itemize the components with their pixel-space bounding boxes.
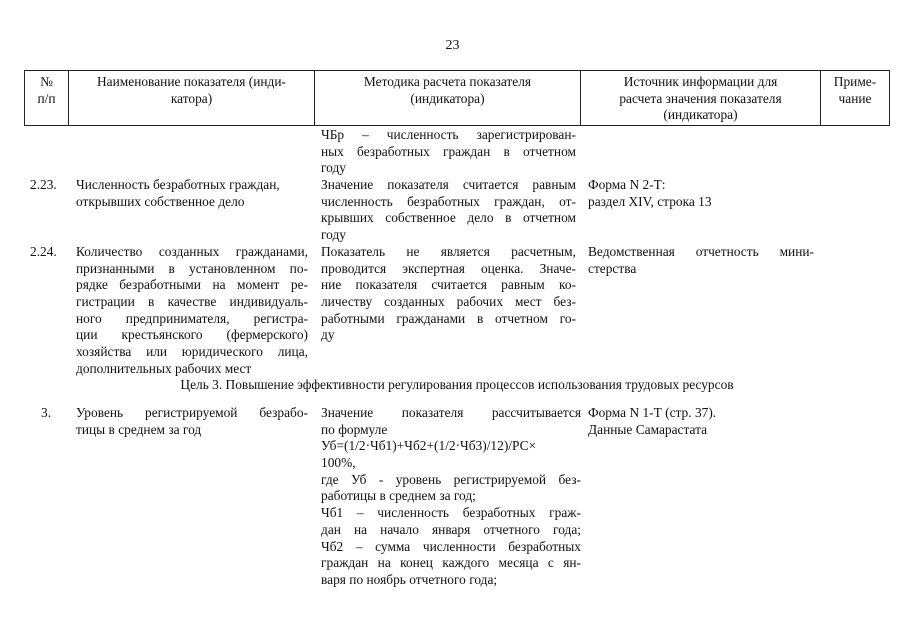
header-divider-4 (820, 70, 821, 126)
header-col-name: Наименование показателя (инди- катора) (97, 74, 286, 106)
row-prev-method: ЧБр – численность зарегистрирован- ных безработных граждан в отчетном году (321, 127, 576, 176)
info-source: Ведомственная отчетность мини- стерства (588, 244, 814, 276)
row-number: 3. (41, 405, 52, 420)
header-divider-1 (68, 70, 69, 126)
calculation-method: Значение показателя считается равным численность безработных граждан, от- крывших собственное дело в отчетном году (321, 177, 576, 243)
indicator-name: Уровень регистрируемой безрабо- тицы в среднем за год (76, 405, 308, 437)
header-bottom-border (24, 125, 890, 126)
row-number: 2.24. (30, 244, 57, 259)
calculation-method: Показатель не является расчетным, проводится экспертная оценка. Значе- ние показателя считается равным ко- личеству созданных рабочих мест без- работными гражданами в отчетном го- ду (321, 244, 576, 343)
header-top-border (24, 70, 890, 71)
header-divider-3 (580, 70, 581, 126)
header-col-method: Методика расчета показателя (индикатора) (363, 74, 532, 106)
header-border-right (889, 70, 890, 126)
header-col-note: Приме- чание (833, 74, 877, 106)
header-col-source: Источник информации для расчета значения показателя (индикатора) (619, 74, 782, 123)
goal-3-heading: Цель 3. Повышение эффективности регулирования процессов использования трудовых ресурсов (180, 377, 734, 392)
indicator-name: Количество созданных гражданами, признанными в установленном по- рядке безработными на момент ре- гистрации в качестве индивидуаль- ного предпринимателя, регистра- ции крестьянского (фермерского) хозяйства или юридического лица, дополнительных рабочих мест (76, 244, 308, 376)
indicator-name: Численность безработных граждан, открывших собственное дело (76, 177, 280, 209)
page-number: 23 (445, 38, 460, 53)
info-source: Форма N 2-Т: раздел XIV, строка 13 (588, 177, 712, 209)
calculation-method: Значение показателя рассчитывается по формуле Уб=(1/2·Чб1)+Чб2+(1/2·Чб3)/12)/РС× 100%, где Уб - уровень регистрируемой без- работицы в среднем за год; Чб1 – численность безработных граж- дан на начало января отчетного года; Чб2 – сумма численности безработных граждан на конец каждого месяца с ян- варя по ноябрь отчетного года; (321, 405, 581, 587)
info-source: Форма N 1-Т (стр. 37). Данные Самарастата (588, 405, 717, 437)
header-col-number: № п/п (37, 74, 56, 106)
header-divider-2 (314, 70, 315, 126)
row-number: 2.23. (30, 177, 57, 192)
